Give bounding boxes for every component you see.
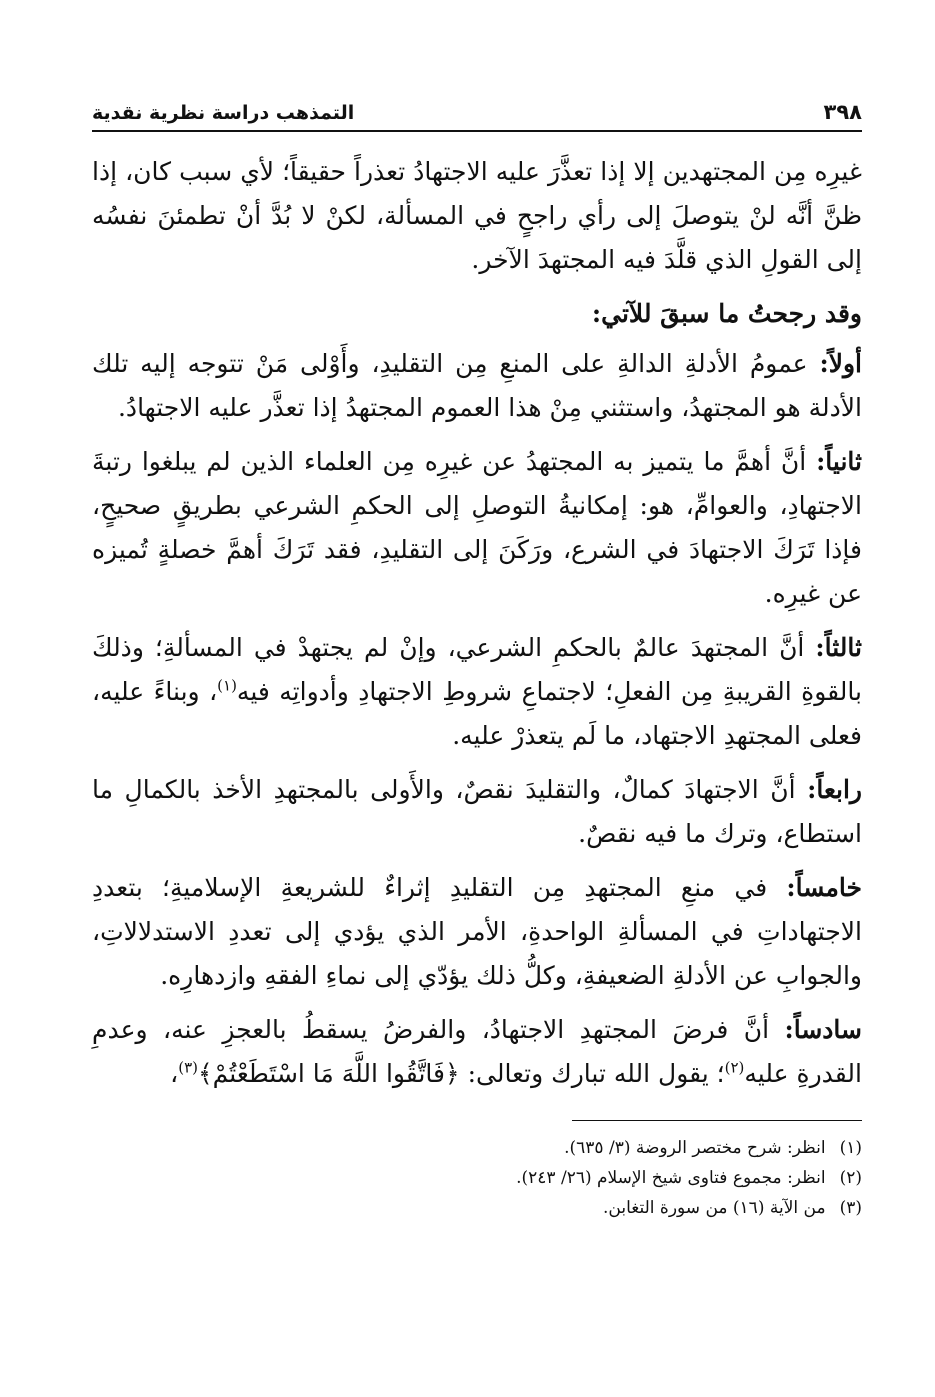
point-text: أنَّ الاجتهادَ كمالٌ، والتقليدَ نقصٌ، والأَولى بالمجتهدِ الأخذ بالكمالِ ما استطاع، وترك ما فيه نقصٌ.: [92, 775, 862, 848]
point-text-tail: ،: [170, 1059, 179, 1088]
point-label: خامساً:: [786, 873, 863, 902]
footnote-text: انظر: شرح مختصر الروضة (٣/ ٦٣٥).: [564, 1138, 826, 1158]
point-text: عمومُ الأدلةِ الدالةِ على المنعِ مِن التقليدِ، وأَوْلى مَنْ تتوجه إليه تلك الأدلة هو المجتهدُ، واستثني مِنْ هذا العموم المجتهدُ إذا تعذَّر عليه الاجتهادُ.: [92, 349, 862, 422]
point-sixth: [92, 1008, 862, 1096]
footnote-mark: (١): [839, 1138, 862, 1158]
book-page: [92, 100, 862, 1223]
point-third: [92, 626, 862, 758]
main-text: [92, 150, 862, 1096]
point-label: رابعاً:: [807, 775, 862, 804]
footnote-divider: [572, 1120, 862, 1121]
paragraph: غيرِه مِن المجتهدين إلا إذا تعذَّرَ عليه الاجتهادُ تعذراً حقيقاً؛ لأي سبب كان، إذا ظنَّ أنَّه لنْ يتوصلَ إلى رأي راجحٍ في المسألة، لكنْ لا بُدَّ أنْ تطمئنَ نفسُه إلى القولِ الذي قلَّدَ فيه المجتهدَ الآخر.: [92, 157, 862, 274]
footnote-text: انظر: مجموع فتاوى شيخ الإسلام (٢٦/ ٢٤٣).: [516, 1168, 826, 1188]
point-label: ثالثاً:: [815, 633, 863, 662]
intro-heading: وقد رجحتُ ما سبقَ للآتي:: [591, 299, 862, 328]
point-text-tail: ؛ يقول الله تبارك وتعالى: ﴿فَاتَّقُوا اللَّهَ مَا اسْتَطَعْتُمْ﴾: [198, 1059, 725, 1088]
footnote-mark: (٣): [839, 1198, 862, 1218]
point-text: في منعِ المجتهدِ مِن التقليدِ إثراءٌ للشريعةِ الإسلاميةِ؛ بتعددِ الاجتهاداتِ في المسألةِ الواحدةِ، الأمر الذي يؤدي إلى تعددِ الاستدلالاتِ، والجوابِ عن الأدلةِ الضعيفةِ، وكلُّ ذلك يؤدّي إلى نماءِ الفقهِ وازدهارِه.: [92, 873, 862, 990]
footnote-mark: (٢): [839, 1168, 862, 1188]
point-text-tail: ، وبناءً عليه، فعلى المجتهدِ الاجتهاد، ما لَم يتعذرْ عليه.: [92, 677, 862, 750]
point-text: أنَّ فرضَ المجتهدِ الاجتهادُ، والفرضُ يسقطُ بالعجزِ عنه، وعدمِ القدرةِ عليه: [92, 1015, 862, 1088]
footnote-item: [92, 1163, 862, 1193]
footnotes: [92, 1133, 862, 1223]
point-first: [92, 342, 862, 430]
footnote-ref[interactable]: (٣): [178, 1058, 199, 1077]
point-fifth: [92, 866, 862, 998]
point-text: أنَّ أهمَّ ما يتميز به المجتهدُ عن غيرِه مِن العلماء الذين لم يبلغوا رتبةَ الاجتهادِ، والعوامِّ، هو: إمكانيةُ التوصلِ إلى الحكمِ الشرعي بطريقٍ صحيحٍ، فإذا تَرَكَ الاجتهادَ في الشرع، ورَكَنَ إلى التقليدِ، فقد تَرَكَ أهمَّ خصلةٍ تُميزه عن غيرِه.: [92, 447, 862, 608]
page-header: [92, 100, 862, 132]
footnote-item: [92, 1193, 862, 1223]
running-title: التمذهب دراسة نظرية نقدية: [92, 102, 355, 124]
point-second: [92, 440, 862, 616]
footnote-ref[interactable]: (٢): [724, 1058, 745, 1077]
point-label: أولاً:: [819, 349, 863, 378]
point-label: سادساً:: [784, 1015, 862, 1044]
point-fourth: [92, 768, 862, 856]
footnote-text: من الآية (١٦) من سورة التغابن.: [603, 1198, 826, 1218]
page-number: ٣٩٨: [823, 100, 862, 124]
footnote-item: [92, 1133, 862, 1163]
point-text: أنَّ المجتهدَ عالمٌ بالحكمِ الشرعي، وإنْ لم يجتهدْ في المسألةِ؛ وذلكَ بالقوةِ القريبةِ مِن الفعلِ؛ لاجتماعِ شروطِ الاجتهادِ وأدواتِه فيه: [92, 633, 862, 706]
point-label: ثانياً:: [816, 447, 862, 476]
paragraph-intro: [92, 292, 862, 336]
footnote-ref[interactable]: (١): [217, 676, 237, 695]
